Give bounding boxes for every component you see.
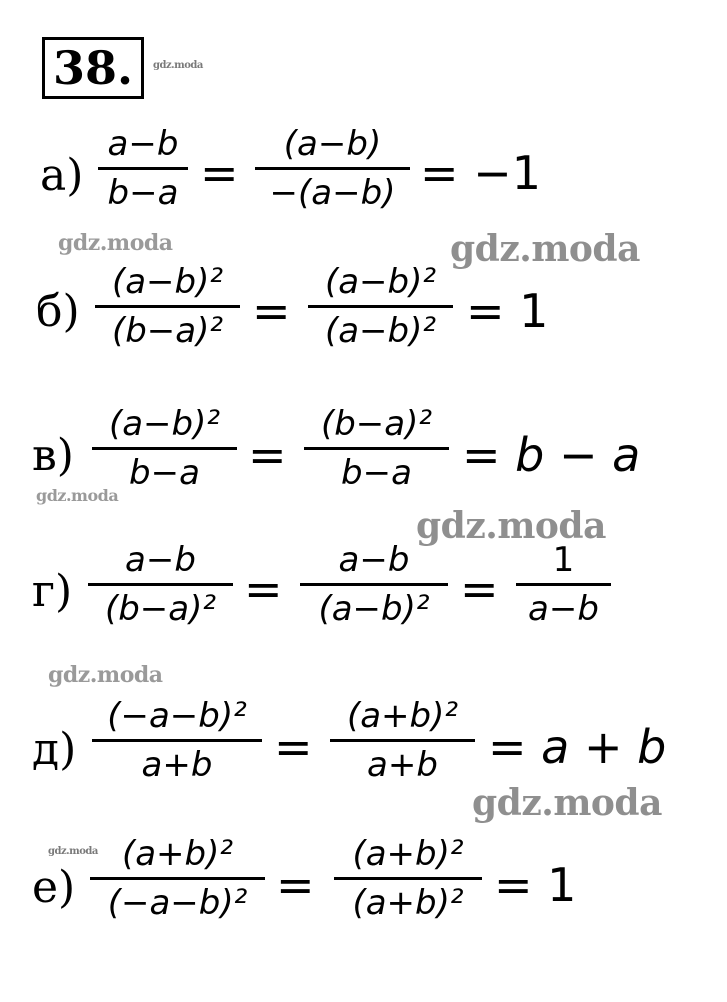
denominator: (b−a)² — [111, 311, 224, 351]
fraction — [308, 262, 453, 351]
numerator: (−a−b)² — [107, 696, 247, 736]
denominator: (a−b)² — [324, 311, 437, 351]
denominator: a+b — [367, 745, 438, 785]
fraction-bar — [95, 305, 240, 308]
fraction — [95, 262, 240, 351]
equals-sign: = — [276, 858, 315, 912]
fraction — [98, 124, 188, 213]
fraction — [304, 404, 449, 493]
result: = 1 — [466, 284, 549, 338]
numerator: (a+b)² — [346, 696, 459, 736]
denominator: (a−b)² — [318, 589, 430, 629]
watermark: gdz.moda — [48, 846, 98, 857]
row-label: а) — [40, 150, 84, 201]
equals-sign: = — [252, 284, 291, 338]
row-label: д) — [32, 724, 77, 775]
numerator: (b−a)² — [320, 404, 433, 444]
fraction — [88, 540, 233, 629]
denominator: (b−a)² — [104, 589, 217, 629]
watermark: gdz.moda — [416, 505, 606, 547]
row-label: б) — [36, 286, 80, 337]
fraction-bar — [300, 583, 448, 586]
row-label: е) — [32, 862, 76, 913]
equals-sign: = — [274, 720, 313, 774]
fraction — [516, 540, 611, 629]
result: = −1 — [420, 146, 541, 200]
watermark: gdz.moda — [450, 228, 640, 270]
fraction-bar — [88, 583, 233, 586]
numerator: (a+b)² — [352, 834, 464, 874]
denominator: b−a — [341, 453, 412, 493]
equals-sign: = — [244, 562, 283, 616]
fraction-bar — [334, 877, 482, 880]
row-label: г) — [32, 566, 73, 617]
fraction — [300, 540, 448, 629]
fraction-bar — [304, 447, 449, 450]
numerator: a−b — [338, 540, 410, 580]
watermark: gdz.moda — [36, 486, 119, 505]
denominator: b−a — [107, 173, 179, 213]
equals-sign: = — [200, 146, 239, 200]
numerator: (a+b)² — [121, 834, 234, 874]
watermark: gdz.moda — [153, 60, 203, 71]
fraction — [92, 696, 262, 785]
fraction-bar — [516, 583, 611, 586]
fraction — [255, 124, 410, 213]
denominator: b−a — [129, 453, 200, 493]
denominator: a−b — [528, 589, 599, 629]
numerator: a−b — [107, 124, 179, 164]
row-label: в) — [32, 430, 74, 481]
equals-sign: = — [248, 428, 287, 482]
denominator: (a+b)² — [352, 883, 464, 923]
watermark: gdz.moda — [472, 782, 662, 824]
result: = a + b — [488, 720, 667, 774]
numerator: (a−b)² — [324, 262, 437, 302]
denominator: a+b — [141, 745, 213, 785]
numerator: (a−b)² — [111, 262, 224, 302]
fraction-bar — [98, 167, 188, 170]
fraction-bar — [308, 305, 453, 308]
result: = b − a — [462, 428, 641, 482]
numerator: a−b — [125, 540, 196, 580]
fraction — [330, 696, 475, 785]
denominator: (−a−b)² — [107, 883, 248, 923]
fraction-bar — [92, 447, 237, 450]
fraction-bar — [90, 877, 265, 880]
equals-sign: = — [460, 562, 499, 616]
fraction — [334, 834, 482, 923]
fraction-bar — [255, 167, 410, 170]
fraction-bar — [330, 739, 475, 742]
numerator: (a−b) — [283, 124, 382, 164]
numerator: (a−b)² — [108, 404, 221, 444]
denominator: −(a−b) — [269, 173, 396, 213]
watermark: gdz.moda — [48, 662, 163, 688]
watermark: gdz.moda — [58, 230, 173, 256]
fraction — [92, 404, 237, 493]
fraction-bar — [92, 739, 262, 742]
numerator: 1 — [552, 540, 575, 580]
problem-number: 38. — [42, 37, 144, 99]
result: = 1 — [494, 858, 577, 912]
fraction — [90, 834, 265, 923]
